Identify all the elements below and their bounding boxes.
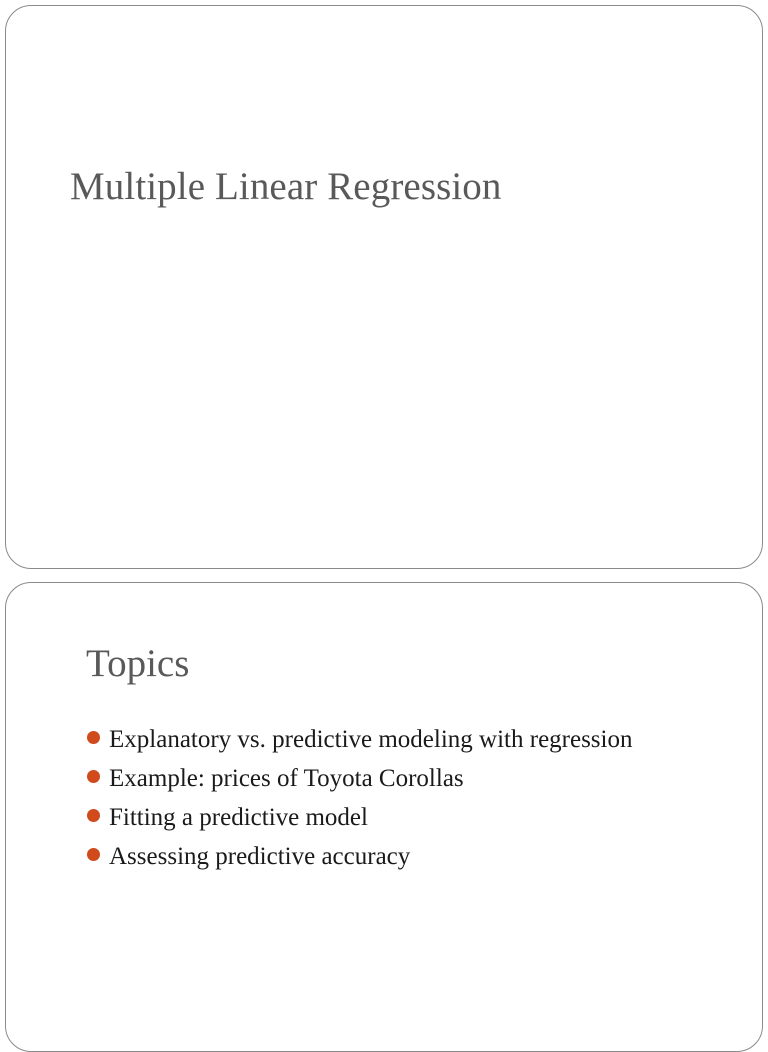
- bullet-dot-icon: [87, 848, 100, 861]
- bullet-dot-icon: [87, 770, 100, 783]
- list-item: [86, 801, 633, 840]
- bullet-dot-icon: [87, 809, 100, 822]
- bullet-text: Assessing predictive accuracy: [109, 843, 411, 870]
- topics-list: [86, 723, 633, 879]
- topics-slide: [5, 582, 763, 1052]
- list-item: [86, 762, 633, 801]
- bullet-text: Fitting a predictive model: [109, 804, 368, 831]
- bullet-text: Explanatory vs. predictive modeling with regression: [109, 726, 633, 753]
- slide-title: Topics: [86, 642, 190, 685]
- list-item: [86, 723, 633, 762]
- title-slide: [5, 5, 763, 569]
- bullet-text: Example: prices of Toyota Corollas: [109, 765, 464, 792]
- slide-title: Multiple Linear Regression: [70, 165, 502, 208]
- bullet-dot-icon: [87, 731, 100, 744]
- list-item: [86, 840, 633, 879]
